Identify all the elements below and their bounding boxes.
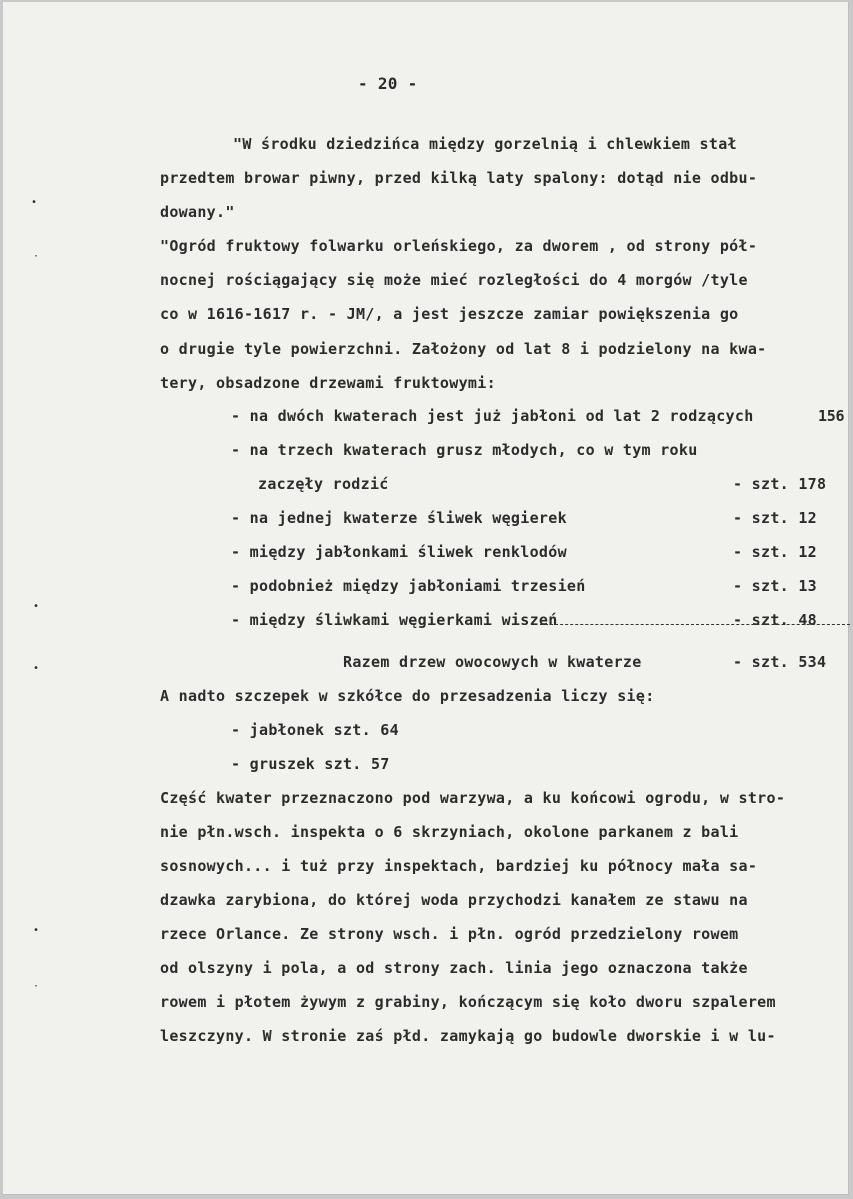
tree-item-text: - na dwóch kwaterach jest już jabłoni od lat 2 rodzących xyxy=(231,407,754,425)
text-line: przedtem browar piwny, przed kilką laty spalony: dotąd nie odbu- xyxy=(160,169,758,187)
text-line: tery, obsadzone drzewami fruktowymi: xyxy=(160,374,496,392)
tree-item-count: - szt. 12 xyxy=(733,543,817,561)
tree-item-text: - między jabłonkami śliwek renklodów xyxy=(231,543,567,561)
text-line: sosnowych... i tuż przy inspektach, bardziej ku północy mała sa- xyxy=(160,857,758,875)
page-number: - 20 - xyxy=(358,74,418,93)
seedlings-intro: A nadto szczepek w szkółce do przesadzenia liczy się: xyxy=(160,687,655,705)
margin-mark: • xyxy=(33,663,40,674)
margin-mark: · xyxy=(33,251,40,262)
total-count: - szt. 534 xyxy=(733,653,827,671)
total-label: Razem drzew owocowych w kwaterze xyxy=(343,653,642,671)
text-line: rowem i płotem żywym z grabiny, kończącym się koło dworu szpalerem xyxy=(160,993,776,1011)
margin-mark: • xyxy=(33,925,40,936)
tree-item-count: - szt. 48 xyxy=(733,611,817,629)
text-line: Część kwater przeznaczono pod warzywa, a ku końcowi ogrodu, w stro- xyxy=(160,789,786,807)
text-line: "W środku dziedzińca między gorzelnią i chlewkiem stał xyxy=(233,135,737,153)
tree-item-text: - na trzech kwaterach grusz młodych, co w tym roku xyxy=(231,441,698,459)
text-line: rzece Orlance. Ze strony wsch. i płn. ogród przedzielony rowem xyxy=(160,925,739,943)
text-line: "Ogród fruktowy folwarku orleńskiego, za dworem , od strony pół- xyxy=(160,237,758,255)
tree-item-count: - szt. 13 xyxy=(733,577,817,595)
text-line: nocnej rościągający się może mieć rozległości do 4 morgów /tyle xyxy=(160,271,748,289)
tree-item-text: - podobnież między jabłoniami trzesień xyxy=(231,577,586,595)
tree-item-count: 156 xyxy=(818,407,845,425)
tree-item-count: - szt. 12 xyxy=(733,509,817,527)
text-line: o drugie tyle powierzchni. Założony od lat 8 i podzielony na kwa- xyxy=(160,340,767,358)
seedling-item: - jabłonek szt. 64 xyxy=(231,721,399,739)
text-line: co w 1616-1617 r. - JM/, a jest jeszcze zamiar powiększenia go xyxy=(160,305,739,323)
tree-item-count: - szt. 178 xyxy=(733,475,827,493)
text-line: nie płn.wsch. inspekta o 6 skrzyniach, okolone parkanem z bali xyxy=(160,823,739,841)
margin-mark: • xyxy=(31,197,38,208)
text-line: dzawka zarybiona, do której woda przychodzi kanałem ze stawu na xyxy=(160,891,748,909)
tree-item-text: zaczęły rodzić xyxy=(258,475,389,493)
margin-mark: · xyxy=(33,981,40,992)
tree-item-text: - między śliwkami węgierkami wiszeń xyxy=(231,611,558,629)
text-line: od olszyny i pola, a od strony zach. linia jego oznaczona także xyxy=(160,959,748,977)
text-line: leszczyny. W stronie zaś płd. zamykają go budowle dworskie i w lu- xyxy=(160,1027,776,1045)
seedling-item: - gruszek szt. 57 xyxy=(231,755,390,773)
text-line: dowany." xyxy=(160,203,235,221)
document-page xyxy=(3,2,849,1195)
sum-underline xyxy=(540,624,850,625)
margin-mark: • xyxy=(33,601,40,612)
tree-item-text: - na jednej kwaterze śliwek węgierek xyxy=(231,509,567,527)
